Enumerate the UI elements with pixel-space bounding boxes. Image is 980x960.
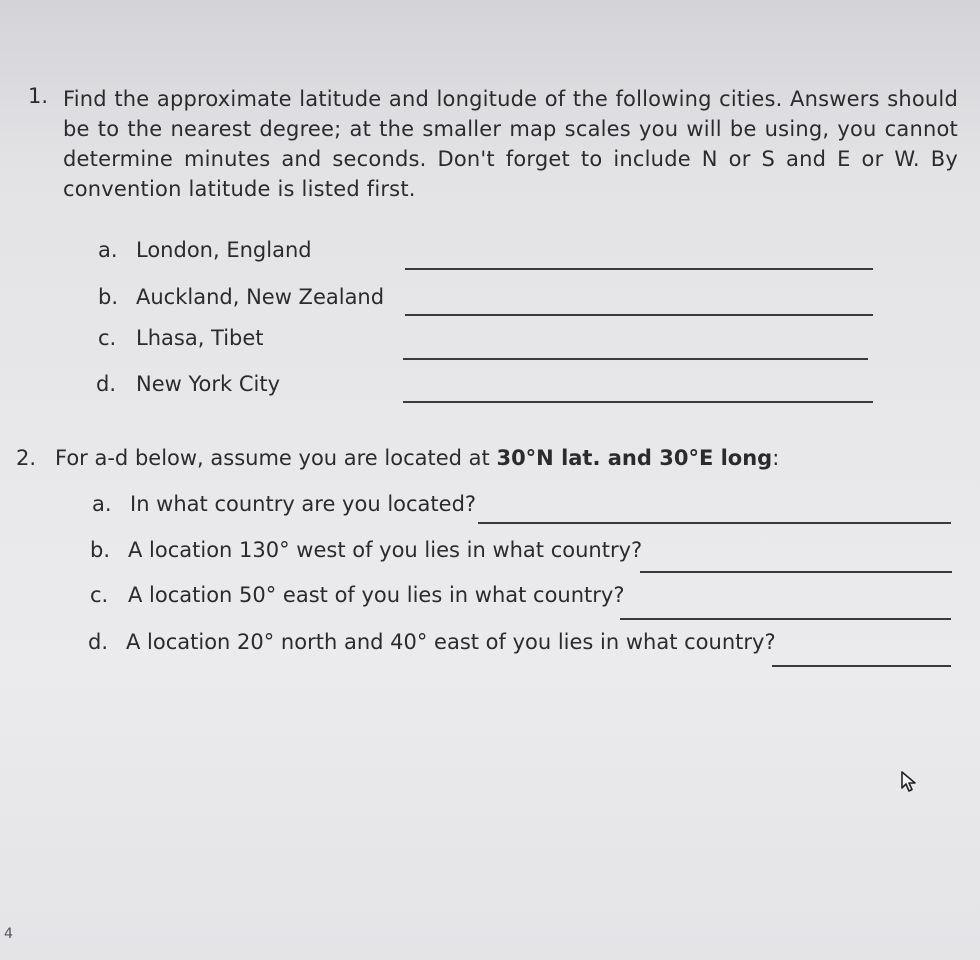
q1-item-b	[98, 285, 384, 309]
item-label: A location 130° west of you lies in what country?	[128, 538, 643, 562]
q2-item-b	[90, 538, 642, 562]
item-letter: b.	[90, 538, 111, 562]
item-label: A location 20° north and 40° east of you lies in what country?	[126, 630, 776, 654]
question-2-number: 2.	[16, 446, 37, 470]
q1-item-a	[98, 238, 312, 262]
answer-line-2a[interactable]	[478, 522, 951, 524]
page-number: 4	[4, 926, 13, 942]
item-label: A location 50° east of you lies in what country?	[128, 583, 625, 607]
q1-item-d	[96, 372, 280, 396]
item-letter: c.	[98, 326, 117, 350]
q2-item-a	[92, 492, 476, 516]
answer-line-2b[interactable]	[640, 571, 952, 573]
item-label: In what country are you located?	[130, 492, 477, 516]
answer-line-1a[interactable]	[405, 268, 873, 270]
q2-item-d	[88, 630, 776, 654]
item-letter: c.	[90, 583, 109, 607]
mouse-pointer-icon	[899, 770, 921, 794]
question-2-intro: For a-d below, assume you are located at	[55, 446, 497, 470]
item-label: London, England	[136, 238, 312, 262]
q1-item-c	[98, 326, 264, 350]
answer-line-2c[interactable]	[620, 618, 951, 620]
question-1-number: 1.	[28, 84, 49, 108]
item-letter: d.	[96, 372, 117, 396]
item-label: New York City	[136, 372, 280, 396]
item-letter: d.	[88, 630, 109, 654]
item-letter: a.	[92, 492, 112, 516]
answer-line-1b[interactable]	[405, 314, 873, 316]
item-letter: a.	[98, 238, 118, 262]
answer-line-1c[interactable]	[403, 358, 868, 360]
answer-line-2d[interactable]	[772, 665, 951, 667]
item-label: Lhasa, Tibet	[136, 326, 264, 350]
question-1-text: Find the approximate latitude and longitude of the following cities. Answers should be to the nearest degree; at the smaller map scales you will be using, you cannot determine minutes and seconds. Don't forget to include N or S and E or W. By convention latitude is listed first.	[63, 87, 958, 201]
q2-item-c	[90, 583, 625, 607]
question-2-text	[55, 446, 779, 470]
item-letter: b.	[98, 285, 119, 309]
item-label: Auckland, New Zealand	[136, 285, 385, 309]
question-2-intro-end: :	[772, 446, 780, 470]
answer-line-1d[interactable]	[403, 401, 873, 403]
question-2-location: 30°N lat. and 30°E long	[496, 446, 773, 470]
